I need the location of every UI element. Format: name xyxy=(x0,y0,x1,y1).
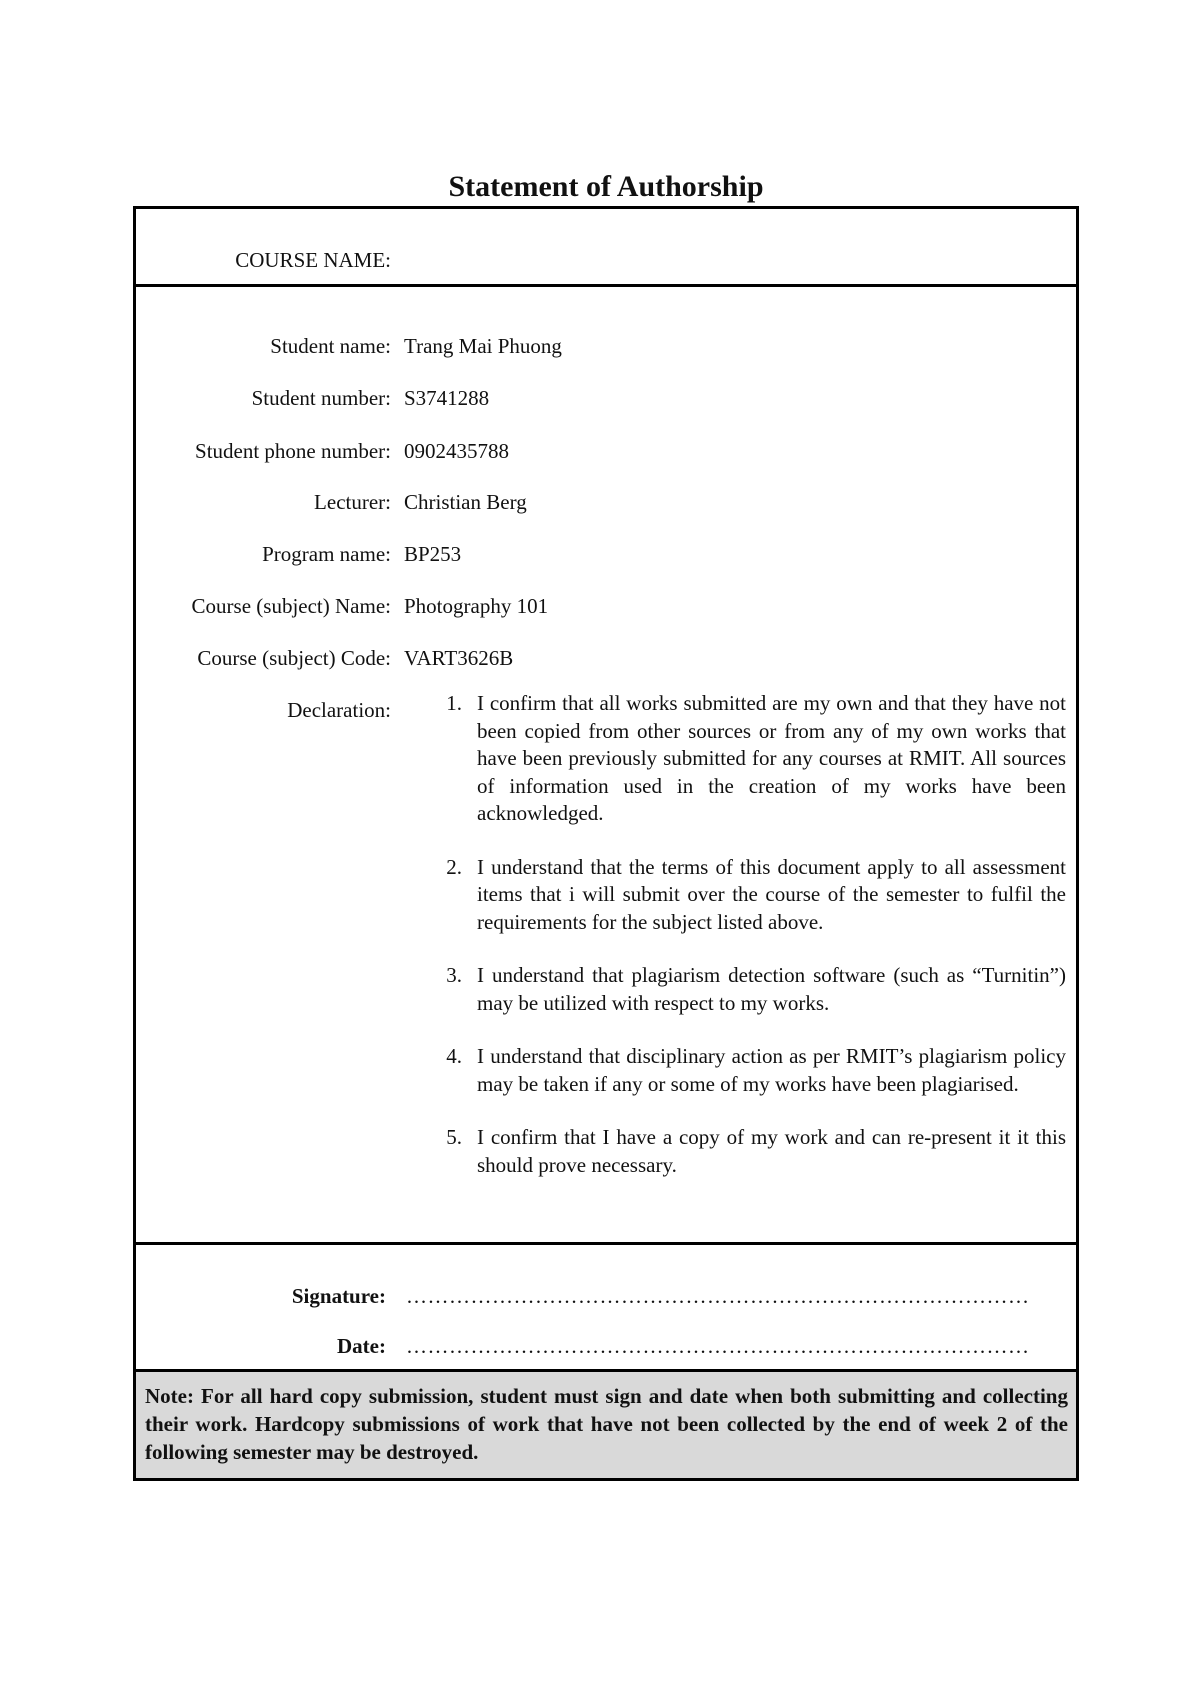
signature-line[interactable]: …………………………………………………………………………… xyxy=(406,1284,1030,1308)
declaration-item-number: 2. xyxy=(446,854,462,879)
declaration-list xyxy=(436,690,1066,1205)
field-value: S3741288 xyxy=(404,386,490,410)
field-label: Course (subject) Name: xyxy=(191,594,391,618)
declaration-item-text: I confirm that I have a copy of my work and can re-present it it this should prove necessary. xyxy=(477,1125,1066,1177)
field-label: Student name: xyxy=(270,334,391,358)
field-label: Student phone number: xyxy=(195,439,391,463)
field-student-phone xyxy=(136,437,1076,465)
field-value: Christian Berg xyxy=(404,490,527,514)
field-value: VART3626B xyxy=(404,646,514,670)
field-value: 0902435788 xyxy=(404,439,509,463)
signature-row xyxy=(136,1282,1076,1312)
field-label: Course (subject) Code: xyxy=(197,646,391,670)
date-row xyxy=(136,1332,1076,1362)
declaration-label: Declaration: xyxy=(287,698,391,722)
field-lecturer xyxy=(136,488,1076,516)
document-title: Statement of Authorship xyxy=(448,170,764,203)
authorship-form xyxy=(133,206,1079,1481)
declaration-item xyxy=(436,690,1066,828)
field-course-subject-code xyxy=(136,644,1076,672)
declaration-item-number: 1. xyxy=(446,691,462,715)
submission-note: Note: For all hard copy submission, student must sign and date when both submitting and collecting their work. Hardcopy submissions of work that have not been collected by the end of week 2 of the following semester may be destroyed. xyxy=(136,1372,1076,1478)
field-label: Student number: xyxy=(251,386,391,410)
declaration-item-number: 4. xyxy=(446,1044,462,1068)
date-label: Date: xyxy=(337,1334,386,1358)
declaration-item-text: I understand that disciplinary action as per RMIT’s plagiarism policy may be taken if any or some of my works have been plagiarised. xyxy=(477,1044,1066,1096)
declaration-item-number: 5. xyxy=(446,1125,462,1149)
field-value: Trang Mai Phuong xyxy=(404,334,562,358)
field-label: Lecturer: xyxy=(314,490,391,514)
date-line[interactable]: …………………………………………………………………………… xyxy=(406,1334,1030,1358)
course-name-label: COURSE NAME: xyxy=(235,248,391,272)
field-value: BP253 xyxy=(404,542,462,566)
course-name-row xyxy=(136,209,1076,287)
field-student-number xyxy=(136,384,1076,412)
field-student-name xyxy=(136,332,1076,360)
signature-block xyxy=(136,1242,1076,1372)
declaration-item xyxy=(436,854,1066,937)
field-label: Program name: xyxy=(262,542,391,566)
signature-label: Signature: xyxy=(291,1284,386,1308)
field-value: Photography 101 xyxy=(404,594,549,618)
declaration-item xyxy=(436,1043,1066,1098)
declaration-item xyxy=(436,1124,1066,1179)
field-program-name xyxy=(136,540,1076,568)
declaration-item xyxy=(436,962,1066,1017)
declaration-item-text: I understand that the terms of this document apply to all assessment items that i will submit over the course of the semester to fulfil the requirements for the subject listed above. xyxy=(477,854,1066,934)
field-course-subject-name xyxy=(136,592,1076,620)
declaration-item-text: I understand that plagiarism detection software (such as “Turnitin”) may be utilized with respect to my works. xyxy=(477,963,1066,1015)
declaration-item-number: 3. xyxy=(446,963,462,987)
declaration-item-text: I confirm that all works submitted are my own and that they have not been copied from other sources or from any of my own works that have been previously submitted for any courses at RMIT. All sources of information used in the creation of my works have been acknowledged. xyxy=(477,691,1066,825)
